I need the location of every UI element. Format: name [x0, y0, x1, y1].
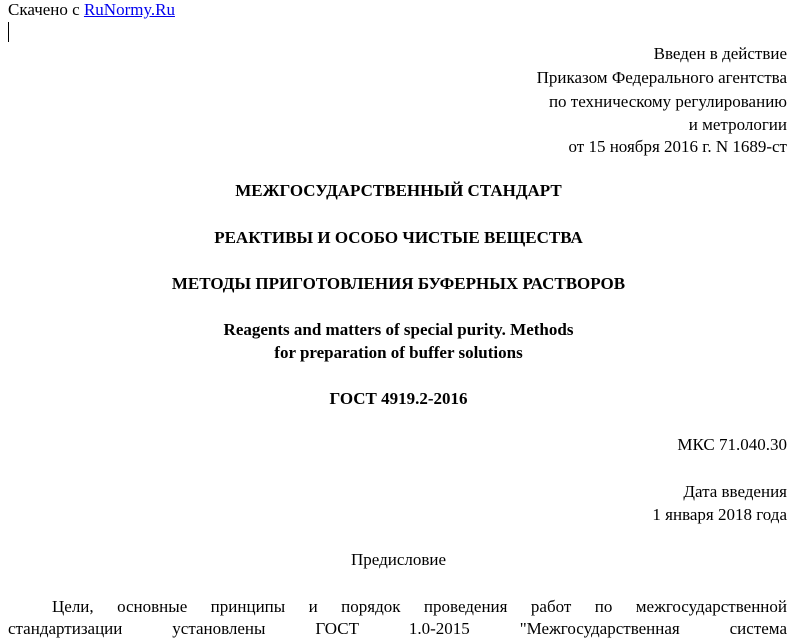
enactment-line: по техническому регулированию: [548, 92, 787, 111]
enactment-line: от 15 ноября 2016 г. N 1689-ст: [568, 137, 787, 156]
enactment-line: и метрологии: [688, 115, 787, 134]
foreword-paragraph-line: стандартизации установлены ГОСТ 1.0-2015 "Межгосударственная система: [8, 619, 787, 638]
standard-title-line: РЕАКТИВЫ И ОСОБО ЧИСТЫЕ ВЕЩЕСТВА: [214, 228, 583, 247]
foreword-heading: Предисловие: [350, 550, 447, 569]
english-title-line: for preparation of buffer solutions: [274, 343, 523, 362]
classification-code: МКС 71.040.30: [677, 435, 787, 454]
enactment-line: Приказом Федерального агентства: [536, 68, 787, 87]
standard-designation: ГОСТ 4919.2-2016: [329, 389, 468, 408]
source-link[interactable]: RuNormy.Ru: [83, 0, 175, 19]
standard-title-line: МЕТОДЫ ПРИГОТОВЛЕНИЯ БУФЕРНЫХ РАСТВОРОВ: [171, 274, 626, 293]
text-cursor: [8, 22, 9, 42]
enactment-line: Введен в действие: [653, 44, 787, 63]
introduction-date: 1 января 2018 года: [652, 505, 787, 524]
introduction-date-label: Дата введения: [683, 482, 787, 501]
downloaded-prefix: Скачено с: [8, 0, 80, 19]
downloaded-from-note: [8, 0, 175, 20]
english-title-line: Reagents and matters of special purity. Methods: [223, 320, 574, 339]
foreword-paragraph-line: Цели, основные принципы и порядок проведения работ по межгосударственной: [52, 597, 787, 616]
standard-type-heading: МЕЖГОСУДАРСТВЕННЫЙ СТАНДАРТ: [235, 181, 562, 200]
